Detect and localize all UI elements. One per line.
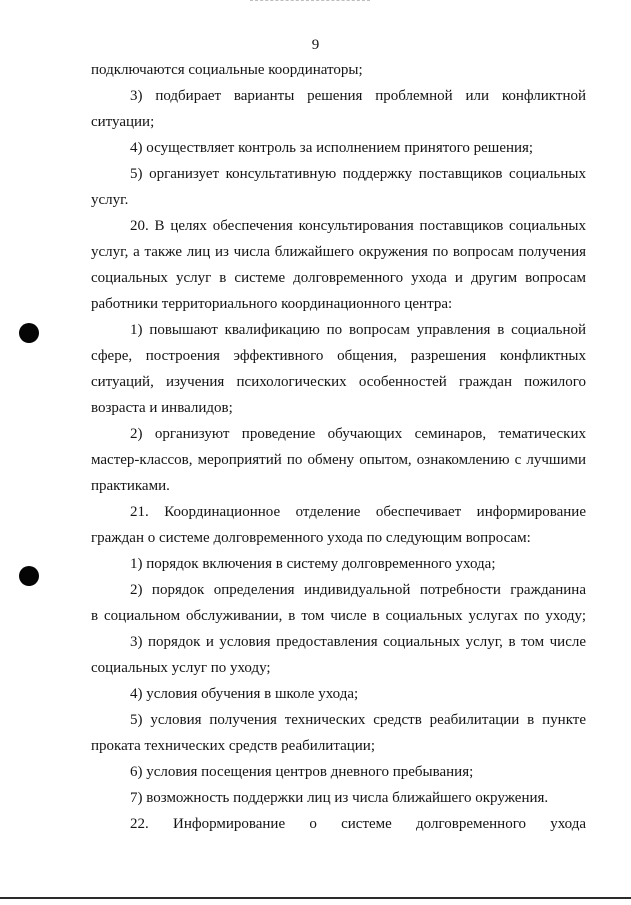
text-line: граждан о системе долговременного ухода по следующим вопросам: [91, 530, 531, 546]
punch-hole-mark [19, 323, 39, 343]
text-line: 4) условия обучения в школе ухода; [130, 686, 359, 702]
text-line: услуг. [91, 192, 129, 208]
text-line: в социальном обслуживании, в том числе в социальных услугах по уходу; [91, 608, 586, 624]
text-line: ситуаций, изучения психологических особенностей граждан пожилого [91, 374, 586, 390]
page-bottom-edge [0, 897, 631, 899]
text-line: 7) возможность поддержки лиц из числа ближайшего окружения. [130, 790, 549, 806]
text-line: сфере, построения эффективного общения, разрешения конфликтных [91, 348, 586, 364]
text-line: 2) организуют проведение обучающих семинаров, тематических [130, 426, 586, 442]
text-line: 6) условия посещения центров дневного пребывания; [130, 764, 474, 780]
text-line: практиками. [91, 478, 170, 494]
text-line: 22. Информирование о системе долговременного ухода [130, 816, 586, 832]
text-line: ситуации; [91, 114, 155, 130]
text-line: 20. В целях обеспечения консультирования поставщиков социальных [130, 218, 586, 234]
text-line: 1) повышают квалификацию по вопросам управления в социальной [130, 322, 586, 338]
text-line: 3) подбирает варианты решения проблемной или конфликтной [130, 88, 586, 104]
text-line: услуг, а также лиц из числа ближайшего окружения по вопросам получения [91, 244, 586, 260]
text-line: работники территориального координационного центра: [91, 296, 453, 312]
text-line: 21. Координационное отделение обеспечивает информирование [130, 504, 586, 520]
punch-hole-mark [19, 566, 39, 586]
text-line: 4) осуществляет контроль за исполнением принятого решения; [130, 140, 534, 156]
document-body [91, 57, 586, 837]
text-line: подключаются социальные координаторы; [91, 62, 363, 78]
text-line: 5) организует консультативную поддержку поставщиков социальных [130, 166, 586, 182]
text-line: 2) порядок определения индивидуальной потребности гражданина [130, 582, 586, 598]
text-line: 5) условия получения технических средств реабилитации в пункте [130, 712, 586, 728]
text-line: возраста и инвалидов; [91, 400, 233, 416]
text-line: социальных услуг по уходу; [91, 660, 271, 676]
scan-edge-artifact [250, 0, 370, 4]
page-number: 9 [311, 37, 320, 53]
text-line: мастер-классов, мероприятий по обмену опытом, ознакомлению с лучшими [91, 452, 586, 468]
text-line: 3) порядок и условия предоставления социальных услуг, в том числе [130, 634, 586, 650]
text-line: социальных услуг в системе долговременного ухода и другим вопросам [91, 270, 586, 286]
text-line: проката технических средств реабилитации; [91, 738, 375, 754]
text-line: 1) порядок включения в систему долговременного ухода; [130, 556, 496, 572]
